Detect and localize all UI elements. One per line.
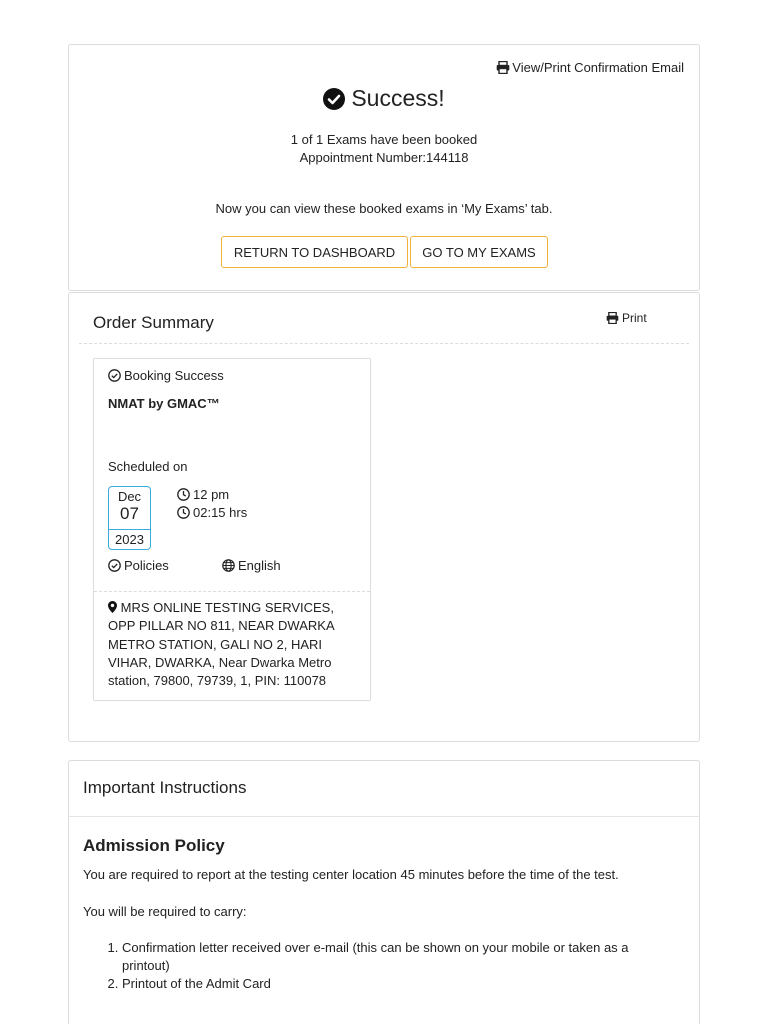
check-circle-outline-icon [108,369,121,382]
carry-list [122,939,662,993]
booking-status-label: Booking Success [124,368,224,383]
appointment-number: Appointment Number:144118 [299,150,469,165]
success-title: Success! [351,85,445,111]
map-marker-icon [108,601,117,613]
policies-link[interactable] [108,558,169,573]
language [222,558,281,573]
exam-duration-label: 02:15 hrs [193,505,248,520]
print-label: Print [622,311,647,325]
check-circle-outline-icon [108,559,121,572]
list-item: 2. Printout of the Admit Card [122,975,662,993]
return-to-dashboard-button[interactable]: RETURN TO DASHBOARD [221,236,408,268]
booking-card [93,358,371,701]
scheduled-label: Scheduled on [108,459,188,474]
list-item: 1. Confirmation letter received over e-mail (this can be shown on your mobile or taken as a printout) [122,939,662,975]
carry-instruction: You will be required to carry: [83,904,247,919]
go-to-my-exams-button[interactable]: GO TO MY EXAMS [410,236,548,268]
date-badge [108,486,151,550]
test-center-address [108,599,358,690]
date-year: 2023 [109,529,150,549]
exam-name: NMAT by GMAC™ [108,396,220,411]
view-print-email-link[interactable] [496,60,684,75]
address-text: MRS ONLINE TESTING SERVICES, OPP PILLAR NO 811, NEAR DWARKA METRO STATION, GALI NO 2, HARI VIHAR, DWARKA, Near Dwarka Metro station, 79800, 79739, 1, PIN: 110078 [108,600,334,689]
divider [94,591,370,592]
globe-icon [222,559,235,572]
instructions-card [68,760,700,1024]
policies-label: Policies [124,558,169,573]
my-exams-info: Now you can view these booked exams in ‘My Exams’ tab. [215,201,553,216]
success-heading [69,85,699,112]
clock-icon [177,488,190,501]
divider [69,816,699,817]
report-instruction: You are required to report at the testing center location 45 minutes before the time of the test. [83,867,619,882]
print-link[interactable] [606,311,647,325]
booking-status [108,368,224,383]
date-day: 07 [120,504,139,523]
clock-icon [177,506,190,519]
booked-count-text: 1 of 1 Exams have been booked [290,132,478,147]
admission-policy-title: Admission Policy [83,836,225,855]
date-month: Dec [117,489,142,504]
check-circle-icon [323,88,345,110]
exam-duration [177,505,247,520]
exam-time-label: 12 pm [193,487,230,502]
divider [79,343,689,344]
order-summary-title: Order Summary [93,313,214,332]
instructions-title: Important Instructions [83,778,247,797]
language-label: English [238,558,281,573]
exam-time [177,487,229,502]
printer-icon [496,61,510,74]
printer-icon [606,312,619,324]
order-summary-card [68,292,700,742]
success-card [68,44,700,291]
view-print-email-label: View/Print Confirmation Email [512,60,684,75]
